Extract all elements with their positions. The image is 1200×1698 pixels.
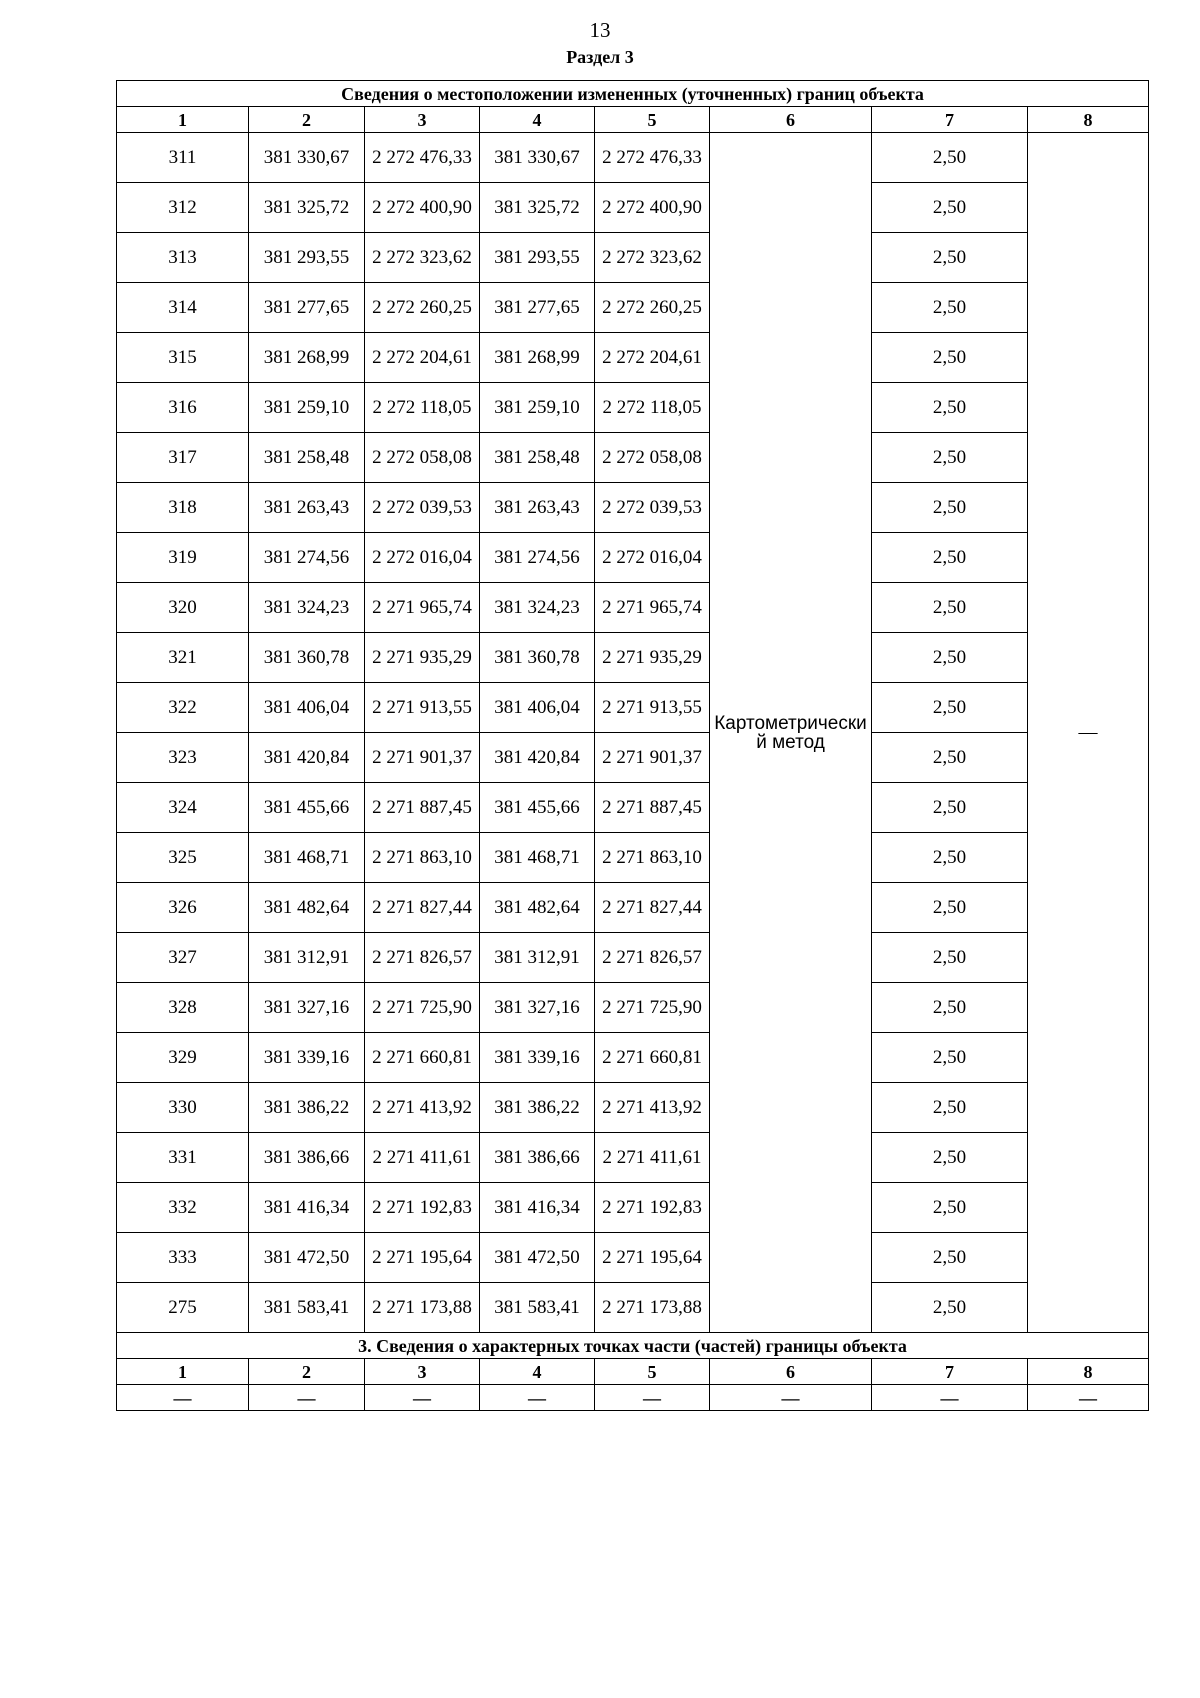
column-header: 8 [1028,107,1149,133]
x-coordinate-cell: 381 259,10 [249,383,365,433]
accuracy-cell: 2,50 [872,383,1028,433]
table-row [117,633,1149,683]
accuracy-cell: 2,50 [872,1083,1028,1133]
x-coordinate-cell: 381 416,34 [249,1183,365,1233]
point-number-cell: 320 [117,583,249,633]
accuracy-cell: 2,50 [872,233,1028,283]
table-row [117,233,1149,283]
y-coordinate-cell: 2 271 660,81 [365,1033,480,1083]
y-coordinate-cell: 2 271 411,61 [365,1133,480,1183]
y-coordinate-cell: 2 271 725,90 [595,983,710,1033]
x-coordinate-cell: 381 416,34 [480,1183,595,1233]
point-number-cell: 325 [117,833,249,883]
y-coordinate-cell: 2 271 195,64 [365,1233,480,1283]
table-cell: — [710,1385,872,1411]
x-coordinate-cell: 381 258,48 [480,433,595,483]
y-coordinate-cell: 2 271 173,88 [365,1283,480,1333]
y-coordinate-cell: 2 272 016,04 [595,533,710,583]
y-coordinate-cell: 2 271 192,83 [365,1183,480,1233]
y-coordinate-cell: 2 272 476,33 [365,133,480,183]
table-cell: — [117,1385,249,1411]
x-coordinate-cell: 381 259,10 [480,383,595,433]
accuracy-cell: 2,50 [872,883,1028,933]
x-coordinate-cell: 381 406,04 [249,683,365,733]
y-coordinate-cell: 2 271 887,45 [595,783,710,833]
x-coordinate-cell: 381 482,64 [249,883,365,933]
accuracy-cell: 2,50 [872,783,1028,833]
column-header: 6 [710,107,872,133]
y-coordinate-cell: 2 272 400,90 [595,183,710,233]
accuracy-cell: 2,50 [872,733,1028,783]
accuracy-cell: 2,50 [872,183,1028,233]
point-number-cell: 329 [117,1033,249,1083]
y-coordinate-cell: 2 271 965,74 [595,583,710,633]
y-coordinate-cell: 2 271 411,61 [595,1133,710,1183]
y-coordinate-cell: 2 271 192,83 [595,1183,710,1233]
table-cell: — [480,1385,595,1411]
y-coordinate-cell: 2 272 260,25 [595,283,710,333]
point-number-cell: 315 [117,333,249,383]
table-row [117,733,1149,783]
x-coordinate-cell: 381 583,41 [249,1283,365,1333]
y-coordinate-cell: 2 271 965,74 [365,583,480,633]
point-number-cell: 332 [117,1183,249,1233]
table-row [117,383,1149,433]
y-coordinate-cell: 2 271 413,92 [595,1083,710,1133]
accuracy-cell: 2,50 [872,983,1028,1033]
table-row [117,683,1149,733]
y-coordinate-cell: 2 272 204,61 [365,333,480,383]
column-header: 1 [117,1359,249,1385]
y-coordinate-cell: 2 271 173,88 [595,1283,710,1333]
x-coordinate-cell: 381 330,67 [480,133,595,183]
column-header: 8 [1028,1359,1149,1385]
point-number-cell: 314 [117,283,249,333]
x-coordinate-cell: 381 360,78 [249,633,365,683]
table-row [117,883,1149,933]
point-number-cell: 318 [117,483,249,533]
accuracy-cell: 2,50 [872,833,1028,883]
x-coordinate-cell: 381 293,55 [249,233,365,283]
y-coordinate-cell: 2 271 827,44 [595,883,710,933]
column-header: 5 [595,107,710,133]
point-number-cell: 324 [117,783,249,833]
accuracy-cell: 2,50 [872,933,1028,983]
y-coordinate-cell: 2 271 863,10 [365,833,480,883]
point-number-cell: 319 [117,533,249,583]
table-row [117,1183,1149,1233]
accuracy-cell: 2,50 [872,1233,1028,1283]
x-coordinate-cell: 381 274,56 [480,533,595,583]
y-coordinate-cell: 2 272 323,62 [365,233,480,283]
x-coordinate-cell: 381 324,23 [249,583,365,633]
x-coordinate-cell: 381 386,22 [480,1083,595,1133]
x-coordinate-cell: 381 420,84 [480,733,595,783]
x-coordinate-cell: 381 330,67 [249,133,365,183]
point-number-cell: 322 [117,683,249,733]
x-coordinate-cell: 381 339,16 [249,1033,365,1083]
x-coordinate-cell: 381 472,50 [249,1233,365,1283]
table-row [117,283,1149,333]
y-coordinate-cell: 2 271 863,10 [595,833,710,883]
y-coordinate-cell: 2 272 058,08 [595,433,710,483]
y-coordinate-cell: 2 272 118,05 [595,383,710,433]
y-coordinate-cell: 2 272 476,33 [595,133,710,183]
point-number-cell: 312 [117,183,249,233]
column-header: 6 [710,1359,872,1385]
x-coordinate-cell: 381 274,56 [249,533,365,583]
table-row [117,333,1149,383]
y-coordinate-cell: 2 271 827,44 [365,883,480,933]
table-cell: — [249,1385,365,1411]
y-coordinate-cell: 2 271 913,55 [365,683,480,733]
point-number-cell: 330 [117,1083,249,1133]
y-coordinate-cell: 2 272 058,08 [365,433,480,483]
x-coordinate-cell: 381 327,16 [249,983,365,1033]
x-coordinate-cell: 381 386,66 [480,1133,595,1183]
y-coordinate-cell: 2 272 260,25 [365,283,480,333]
x-coordinate-cell: 381 420,84 [249,733,365,783]
column-header: 3 [365,107,480,133]
table-cell: — [872,1385,1028,1411]
table-row [117,583,1149,633]
x-coordinate-cell: 381 386,66 [249,1133,365,1183]
y-coordinate-cell: 2 271 887,45 [365,783,480,833]
y-coordinate-cell: 2 272 400,90 [365,183,480,233]
section2-data-row [117,1385,1149,1411]
point-number-cell: 331 [117,1133,249,1183]
y-coordinate-cell: 2 271 913,55 [595,683,710,733]
column-header-row [117,107,1149,133]
x-coordinate-cell: 381 455,66 [249,783,365,833]
y-coordinate-cell: 2 271 195,64 [595,1233,710,1283]
x-coordinate-cell: 381 583,41 [480,1283,595,1333]
x-coordinate-cell: 381 258,48 [249,433,365,483]
x-coordinate-cell: 381 455,66 [480,783,595,833]
column-header: 7 [872,107,1028,133]
y-coordinate-cell: 2 272 204,61 [595,333,710,383]
y-coordinate-cell: 2 271 826,57 [595,933,710,983]
table-cell: — [1028,1385,1149,1411]
x-coordinate-cell: 381 263,43 [480,483,595,533]
accuracy-cell: 2,50 [872,283,1028,333]
x-coordinate-cell: 381 468,71 [480,833,595,883]
x-coordinate-cell: 381 277,65 [480,283,595,333]
point-number-cell: 275 [117,1283,249,1333]
table-row [117,1233,1149,1283]
boundary-points-table [116,80,1149,1411]
x-coordinate-cell: 381 327,16 [480,983,595,1033]
accuracy-cell: 2,50 [872,483,1028,533]
y-coordinate-cell: 2 272 039,53 [365,483,480,533]
y-coordinate-cell: 2 272 039,53 [595,483,710,533]
x-coordinate-cell: 381 482,64 [480,883,595,933]
table-row [117,783,1149,833]
point-number-cell: 316 [117,383,249,433]
x-coordinate-cell: 381 472,50 [480,1233,595,1283]
accuracy-cell: 2,50 [872,633,1028,683]
section-title: Раздел 3 [566,47,634,67]
table-caption: Сведения о местоположении измененных (уточненных) границ объекта [117,81,1149,107]
y-coordinate-cell: 2 271 901,37 [365,733,480,783]
point-number-cell: 328 [117,983,249,1033]
table-cell: — [365,1385,480,1411]
x-coordinate-cell: 381 386,22 [249,1083,365,1133]
column-header: 3 [365,1359,480,1385]
y-coordinate-cell: 2 271 413,92 [365,1083,480,1133]
table-row [117,1133,1149,1183]
point-number-cell: 321 [117,633,249,683]
x-coordinate-cell: 381 324,23 [480,583,595,633]
table-row [117,933,1149,983]
table-row [117,133,1149,183]
accuracy-cell: 2,50 [872,583,1028,633]
point-number-cell: 323 [117,733,249,783]
column-header: 4 [480,107,595,133]
x-coordinate-cell: 381 268,99 [480,333,595,383]
x-coordinate-cell: 381 293,55 [480,233,595,283]
table-row [117,983,1149,1033]
column-header: 7 [872,1359,1028,1385]
column8-cell: — [1028,133,1149,1333]
accuracy-cell: 2,50 [872,133,1028,183]
accuracy-cell: 2,50 [872,1283,1028,1333]
point-number-cell: 311 [117,133,249,183]
x-coordinate-cell: 381 263,43 [249,483,365,533]
x-coordinate-cell: 381 312,91 [249,933,365,983]
y-coordinate-cell: 2 272 016,04 [365,533,480,583]
method-cell: Картометрически й метод [710,133,872,1333]
table-row [117,183,1149,233]
table-row [117,533,1149,583]
x-coordinate-cell: 381 277,65 [249,283,365,333]
x-coordinate-cell: 381 268,99 [249,333,365,383]
column-header: 5 [595,1359,710,1385]
accuracy-cell: 2,50 [872,333,1028,383]
accuracy-cell: 2,50 [872,1183,1028,1233]
accuracy-cell: 2,50 [872,683,1028,733]
section2-caption: 3. Сведения о характерных точках части (частей) границы объекта [117,1333,1149,1359]
column-header: 1 [117,107,249,133]
point-number-cell: 326 [117,883,249,933]
column-header: 2 [249,107,365,133]
point-number-cell: 333 [117,1233,249,1283]
point-number-cell: 313 [117,233,249,283]
accuracy-cell: 2,50 [872,533,1028,583]
x-coordinate-cell: 381 325,72 [249,183,365,233]
table-row [117,833,1149,883]
table-row [117,1083,1149,1133]
y-coordinate-cell: 2 271 935,29 [365,633,480,683]
table-row [117,433,1149,483]
y-coordinate-cell: 2 271 725,90 [365,983,480,1033]
table-row [117,1033,1149,1083]
x-coordinate-cell: 381 406,04 [480,683,595,733]
column-header: 2 [249,1359,365,1385]
y-coordinate-cell: 2 271 660,81 [595,1033,710,1083]
y-coordinate-cell: 2 271 826,57 [365,933,480,983]
x-coordinate-cell: 381 325,72 [480,183,595,233]
page-number: 13 [589,18,611,42]
y-coordinate-cell: 2 271 901,37 [595,733,710,783]
x-coordinate-cell: 381 360,78 [480,633,595,683]
y-coordinate-cell: 2 271 935,29 [595,633,710,683]
section2-header-row [117,1359,1149,1385]
accuracy-cell: 2,50 [872,1033,1028,1083]
table-row [117,483,1149,533]
x-coordinate-cell: 381 312,91 [480,933,595,983]
point-number-cell: 317 [117,433,249,483]
column-header: 4 [480,1359,595,1385]
accuracy-cell: 2,50 [872,433,1028,483]
accuracy-cell: 2,50 [872,1133,1028,1183]
x-coordinate-cell: 381 339,16 [480,1033,595,1083]
y-coordinate-cell: 2 272 118,05 [365,383,480,433]
table-row [117,1283,1149,1333]
table-cell: — [595,1385,710,1411]
x-coordinate-cell: 381 468,71 [249,833,365,883]
point-number-cell: 327 [117,933,249,983]
y-coordinate-cell: 2 272 323,62 [595,233,710,283]
